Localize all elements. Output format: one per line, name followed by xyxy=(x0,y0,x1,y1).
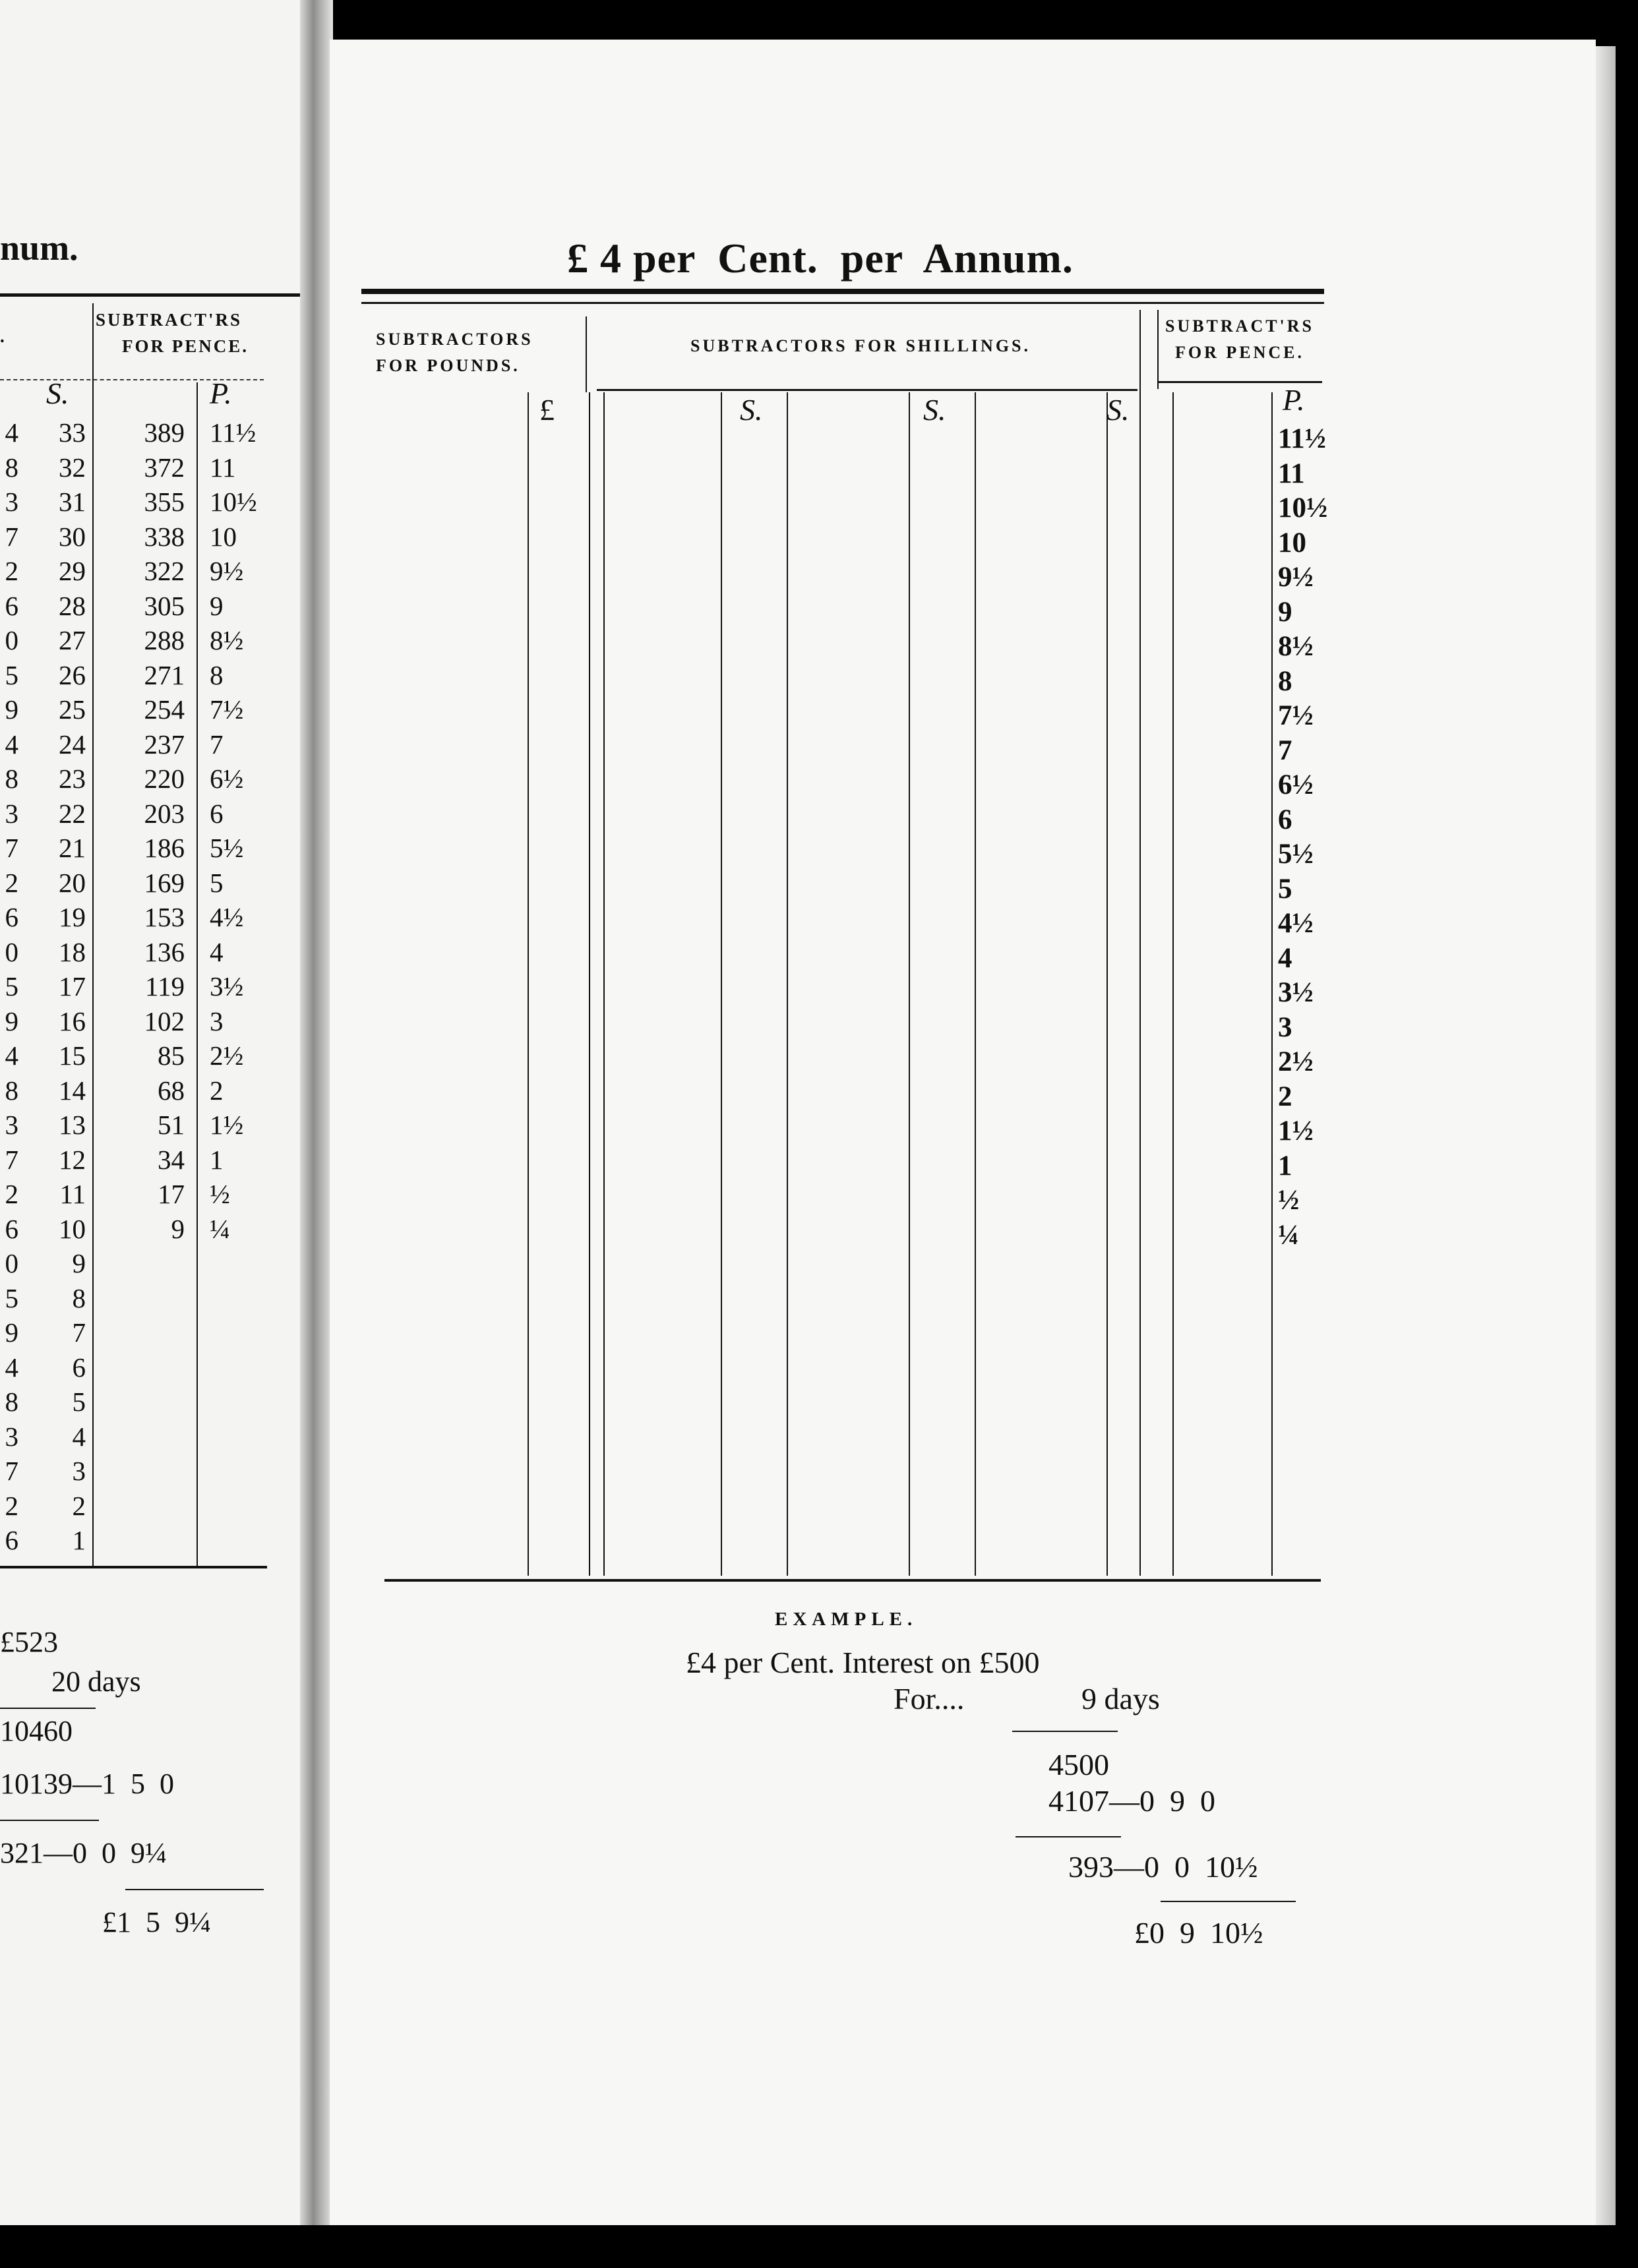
left-cell-sub: 389 xyxy=(144,417,185,448)
left-cell-s: 6 xyxy=(72,1352,86,1383)
left-cell-a: 6 xyxy=(5,1213,18,1244)
shillings-header: SUBTRACTORS FOR SHILLINGS. xyxy=(690,336,1031,355)
left-cell-sub: 203 xyxy=(144,798,185,829)
left-cell-a: 4 xyxy=(5,1040,18,1071)
left-cell-a: 8 xyxy=(5,763,18,794)
book-gutter xyxy=(300,0,333,2225)
left-example-rule-3 xyxy=(125,1889,264,1890)
left-cell-p: 11½ xyxy=(210,417,257,448)
left-cell-sub: 305 xyxy=(144,590,185,621)
left-cell-a: 2 xyxy=(5,1179,18,1209)
example-rule-2 xyxy=(1016,1836,1121,1837)
left-cell-s: 25 xyxy=(59,694,86,725)
cell-pp: ¼ xyxy=(1278,1219,1300,1251)
left-cell-s: 7 xyxy=(72,1317,86,1348)
left-unit-p: P. xyxy=(210,376,232,410)
left-cell-sub: 237 xyxy=(144,729,185,760)
left-cell-s: 14 xyxy=(59,1075,86,1106)
left-cell-a: 7 xyxy=(5,833,18,863)
cell-pp: 9 xyxy=(1278,596,1292,628)
left-cell-p: ½ xyxy=(210,1179,230,1209)
left-cell-s: 26 xyxy=(59,659,86,690)
pence-header-line2: FOR PENCE. xyxy=(1175,343,1304,362)
pence-value-divider xyxy=(1271,392,1273,1576)
left-example-days: 20 days xyxy=(51,1665,141,1698)
left-cell-a: 4 xyxy=(5,417,18,448)
left-cell-p: 10 xyxy=(210,521,237,552)
left-cell-s: 1 xyxy=(72,1525,86,1555)
pounds-header-divider xyxy=(586,316,587,392)
pounds-header-line1: SUBTRACTORS xyxy=(376,330,533,349)
left-cell-sub: 254 xyxy=(144,694,185,725)
left-cell-s: 18 xyxy=(59,936,86,967)
left-cell-s: 3 xyxy=(72,1456,86,1486)
left-cell-s: 31 xyxy=(59,487,86,517)
example-days: 9 days xyxy=(1081,1682,1160,1716)
left-cell-a: 4 xyxy=(5,729,18,760)
left-cell-sub: 372 xyxy=(144,452,185,483)
left-cell-a: 7 xyxy=(5,521,18,552)
left-pence-header xyxy=(96,307,249,359)
left-cell-a: 2 xyxy=(5,556,18,586)
example-line1: £4 per Cent. Interest on £500 xyxy=(686,1646,1040,1679)
left-cell-p: 9½ xyxy=(210,556,244,586)
left-cell-sub: 271 xyxy=(144,659,185,690)
left-cell-sub: 153 xyxy=(144,902,185,932)
example-rule-1 xyxy=(1012,1731,1118,1732)
unit-shilling-1: S. xyxy=(740,393,763,427)
shillings-divider-0 xyxy=(603,392,605,1576)
shillings-divider-1 xyxy=(721,392,722,1576)
cell-pp: 9½ xyxy=(1278,562,1314,593)
example-a: 4500 xyxy=(1048,1748,1109,1781)
left-cell-s: 11 xyxy=(59,1179,86,1209)
left-cell-sub: 119 xyxy=(145,971,185,1001)
cell-pp: 5½ xyxy=(1278,839,1314,870)
left-cell-p: 8½ xyxy=(210,625,244,655)
left-example-total: £1 5 9¼ xyxy=(102,1906,211,1938)
cell-pp: 4½ xyxy=(1278,908,1314,939)
left-cell-a: 7 xyxy=(5,1144,18,1175)
cell-pp: 10½ xyxy=(1278,492,1328,523)
page-title: £ 4 per Cent. per Annum. xyxy=(567,235,1074,282)
cell-pp: 5 xyxy=(1278,873,1292,905)
left-cell-sub: 9 xyxy=(171,1213,185,1244)
left-cell-sub: 102 xyxy=(144,1005,185,1036)
left-cell-sub: 322 xyxy=(144,556,185,586)
example-total: £0 9 10½ xyxy=(1134,1916,1263,1950)
pence-header xyxy=(1151,313,1329,366)
left-cell-p: 2½ xyxy=(210,1040,244,1071)
left-cell-s: 19 xyxy=(59,902,86,932)
shillings-divider-3 xyxy=(909,392,910,1576)
left-cell-a: 8 xyxy=(5,1075,18,1106)
left-cell-sub: 288 xyxy=(144,625,185,655)
pounds-header xyxy=(376,326,574,379)
example-title: EXAMPLE. xyxy=(775,1609,918,1630)
left-cell-p: 4½ xyxy=(210,902,244,932)
left-cell-p: 2 xyxy=(210,1075,224,1106)
unit-shilling-3: S. xyxy=(1107,393,1130,427)
left-cell-a: 3 xyxy=(5,1421,18,1452)
left-cell-a: 2 xyxy=(5,867,18,898)
left-cell-a: 9 xyxy=(5,694,18,725)
left-example-line1: 10460 xyxy=(0,1715,73,1747)
left-cell-s: 24 xyxy=(59,729,86,760)
left-column-divider xyxy=(92,303,94,1566)
left-cell-a: 9 xyxy=(5,1005,18,1036)
left-cell-p: 10½ xyxy=(210,487,257,517)
left-cell-p: 4 xyxy=(210,936,224,967)
left-cell-sub: 68 xyxy=(158,1075,185,1106)
left-cell-s: 10 xyxy=(59,1213,86,1244)
cell-pp: 7 xyxy=(1278,734,1292,766)
header-rule-thin xyxy=(361,302,1324,304)
left-cell-p: 3½ xyxy=(210,971,244,1001)
left-cell-p: 11 xyxy=(210,452,236,483)
cell-pp: 11 xyxy=(1278,458,1305,489)
left-cell-a: 2 xyxy=(5,1490,18,1521)
cell-pp: 8 xyxy=(1278,665,1292,697)
left-cell-s: 20 xyxy=(59,867,86,898)
left-cell-sub: 51 xyxy=(158,1110,185,1140)
left-cell-s: 23 xyxy=(59,763,86,794)
left-example-rule-1 xyxy=(0,1708,96,1709)
left-cell-a: 3 xyxy=(5,1110,18,1140)
example-c: 393—0 0 10½ xyxy=(1068,1850,1258,1884)
left-cell-a: 0 xyxy=(5,625,18,655)
left-cell-s: 28 xyxy=(59,590,86,621)
pence-sub-divider xyxy=(1172,392,1174,1576)
left-cell-s: 15 xyxy=(59,1040,86,1071)
pence-header-line1: SUBTRACT'RS xyxy=(1165,316,1315,336)
left-cell-a: 3 xyxy=(5,487,18,517)
unit-shilling-2: S. xyxy=(923,393,946,427)
left-cell-sub: 355 xyxy=(144,487,185,517)
shillings-divider-4 xyxy=(975,392,976,1576)
pounds-value-divider xyxy=(528,392,529,1576)
left-header-fragment: . xyxy=(0,326,7,346)
left-example-line2: 10139—1 5 0 xyxy=(0,1768,174,1800)
left-cell-p: 1 xyxy=(210,1144,224,1175)
cell-pp: 1 xyxy=(1278,1150,1292,1181)
left-cell-s: 32 xyxy=(59,452,86,483)
left-cell-a: 6 xyxy=(5,902,18,932)
shillings-pence-divider xyxy=(1139,310,1141,1576)
left-header-rule xyxy=(0,293,303,297)
cell-pp: 8½ xyxy=(1278,631,1314,662)
left-cell-a: 9 xyxy=(5,1317,18,1348)
cell-pp: 11½ xyxy=(1278,423,1326,454)
left-cell-s: 17 xyxy=(59,971,86,1001)
left-cell-p: 8 xyxy=(210,659,224,690)
left-cell-s: 8 xyxy=(72,1282,86,1313)
left-cell-s: 13 xyxy=(59,1110,86,1140)
left-cell-s: 30 xyxy=(59,521,86,552)
left-unit-s: S. xyxy=(46,376,69,410)
table-bottom-rule xyxy=(384,1579,1321,1582)
left-cell-sub: 34 xyxy=(158,1144,185,1175)
left-cell-sub: 169 xyxy=(144,867,185,898)
left-table-bottom-rule xyxy=(0,1566,267,1568)
pence-header-divider xyxy=(1157,310,1159,389)
left-cell-s: 5 xyxy=(72,1387,86,1417)
cell-pp: 3 xyxy=(1278,1011,1292,1043)
left-cell-s: 2 xyxy=(72,1490,86,1521)
left-cell-p: 5 xyxy=(210,867,224,898)
left-cell-s: 21 xyxy=(59,833,86,863)
left-cell-sub: 338 xyxy=(144,521,185,552)
left-cell-s: 29 xyxy=(59,556,86,586)
left-cell-p: ¼ xyxy=(210,1213,230,1244)
cell-pp: 10 xyxy=(1278,527,1306,558)
left-cell-a: 5 xyxy=(5,659,18,690)
cell-pp: 6½ xyxy=(1278,769,1314,800)
header-rule-thick xyxy=(361,289,1324,294)
example-rule-3 xyxy=(1161,1901,1296,1902)
left-cell-s: 9 xyxy=(72,1248,86,1278)
left-cell-a: 8 xyxy=(5,1387,18,1417)
pounds-shillings-divider xyxy=(589,392,590,1576)
cell-pp: ½ xyxy=(1278,1185,1300,1216)
left-cell-a: 8 xyxy=(5,452,18,483)
cell-pp: 2½ xyxy=(1278,1046,1314,1077)
left-cell-p: 1½ xyxy=(210,1110,244,1140)
left-example-rule-2 xyxy=(0,1820,99,1821)
left-cell-s: 12 xyxy=(59,1144,86,1175)
left-cell-a: 5 xyxy=(5,971,18,1001)
shillings-divider-5 xyxy=(1107,392,1108,1576)
left-pence-divider xyxy=(197,382,198,1566)
left-page xyxy=(0,0,303,2225)
page-edge xyxy=(1596,46,1616,2225)
left-cell-p: 5½ xyxy=(210,833,244,863)
pounds-header-line2: FOR POUNDS. xyxy=(376,356,520,375)
left-cell-a: 6 xyxy=(5,590,18,621)
left-cell-sub: 220 xyxy=(144,763,185,794)
left-cell-sub: 17 xyxy=(158,1179,185,1209)
cell-pp: 1½ xyxy=(1278,1116,1314,1147)
left-cell-p: 6½ xyxy=(210,763,244,794)
left-cell-sub: 85 xyxy=(158,1040,185,1071)
left-pence-header-line2: FOR PENCE. xyxy=(122,336,249,356)
left-cell-s: 16 xyxy=(59,1005,86,1036)
unit-pound: £ xyxy=(539,393,555,427)
left-example-line3: 321—0 0 9¼ xyxy=(0,1837,167,1869)
cell-pp: 6 xyxy=(1278,804,1292,835)
left-cell-a: 0 xyxy=(5,1248,18,1278)
left-cell-a: 4 xyxy=(5,1352,18,1383)
left-cell-p: 3 xyxy=(210,1005,224,1036)
shillings-header-rule xyxy=(597,389,1138,391)
left-cell-p: 9 xyxy=(210,590,224,621)
left-cell-p: 7½ xyxy=(210,694,244,725)
left-cell-a: 5 xyxy=(5,1282,18,1313)
left-cell-a: 3 xyxy=(5,798,18,829)
left-cell-sub: 136 xyxy=(144,936,185,967)
left-pence-header-line1: SUBTRACT'RS xyxy=(96,310,243,330)
left-cell-p: 6 xyxy=(210,798,224,829)
shillings-divider-2 xyxy=(787,392,788,1576)
left-cell-s: 4 xyxy=(72,1421,86,1452)
cell-pp: 2 xyxy=(1278,1081,1292,1112)
left-page-title-fragment: num. xyxy=(0,228,78,268)
left-cell-a: 6 xyxy=(5,1525,18,1555)
cell-pp: 7½ xyxy=(1278,700,1314,731)
cell-pp: 4 xyxy=(1278,942,1292,974)
left-cell-p: 7 xyxy=(210,729,224,760)
example-b: 4107—0 9 0 xyxy=(1048,1784,1215,1818)
cell-pp: 3½ xyxy=(1278,977,1314,1008)
left-cell-sub: 186 xyxy=(144,833,185,863)
left-cell-s: 27 xyxy=(59,625,86,655)
left-cell-s: 33 xyxy=(59,417,86,448)
left-cell-s: 22 xyxy=(59,798,86,829)
unit-pence: P. xyxy=(1283,383,1305,417)
left-cell-a: 7 xyxy=(5,1456,18,1486)
example-for-label: For.... xyxy=(894,1682,965,1716)
scan-border xyxy=(0,2225,1638,2268)
left-cell-a: 0 xyxy=(5,936,18,967)
left-example-principal: £523 xyxy=(0,1626,58,1658)
